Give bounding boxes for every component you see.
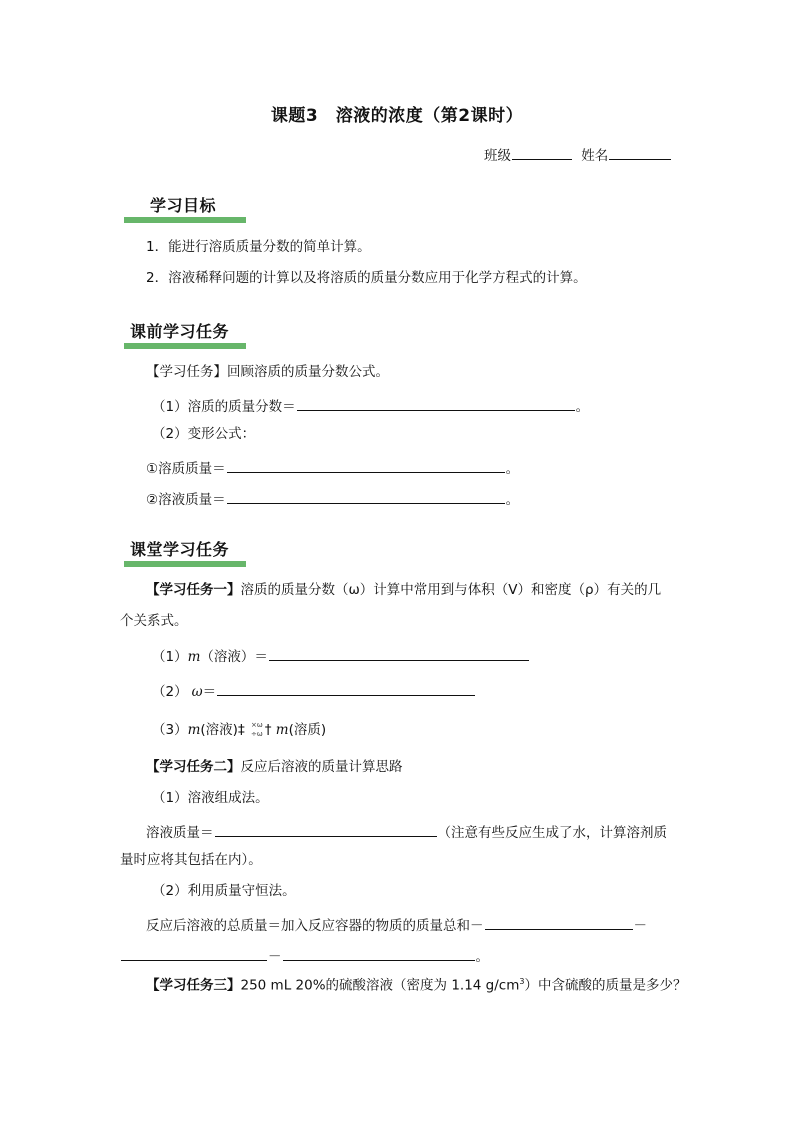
name-field[interactable] bbox=[609, 146, 671, 160]
section-title: 课前学习任务 bbox=[130, 322, 230, 341]
pre-task-q1 bbox=[152, 397, 589, 415]
objective-item: 2．溶液稀释问题的计算以及将溶质的质量分数应用于化学方程式的计算。 bbox=[146, 270, 587, 286]
formula-text: （溶液）＝ bbox=[200, 649, 268, 665]
method2-text: 反应后溶液的总质量＝加入反应容器的物质的质量总和－ bbox=[146, 918, 484, 934]
task1-line1 bbox=[146, 584, 661, 598]
method-2: （2）利用质量守恒法。 bbox=[152, 883, 296, 899]
mass-symbol: m bbox=[187, 649, 201, 665]
section-underline bbox=[124, 217, 246, 223]
pre-task-intro bbox=[146, 366, 389, 380]
q1-label: （1）溶质的质量分数＝ bbox=[152, 399, 296, 415]
equals: ＝ bbox=[202, 684, 217, 700]
method1-label: 溶液质量＝ bbox=[146, 825, 214, 841]
task-tag: 【学习任务三】 bbox=[146, 977, 241, 994]
dagger-symbol: † bbox=[264, 722, 272, 738]
pre-task-q2b bbox=[146, 490, 519, 508]
class-label: 班级 bbox=[484, 148, 511, 164]
q1-answer-field[interactable] bbox=[297, 397, 575, 411]
formula-3 bbox=[152, 722, 326, 738]
mass-symbol: m bbox=[275, 722, 289, 738]
objective-item: 1．能进行溶质质量分数的简单计算。 bbox=[146, 239, 371, 255]
student-info bbox=[484, 146, 672, 164]
formula-text: (溶液)‡ bbox=[200, 722, 245, 738]
name-label: 姓名 bbox=[581, 148, 609, 164]
period: 。 bbox=[505, 492, 520, 508]
method1-note-cont: 量时应将其包括在内）。 bbox=[120, 852, 262, 868]
task-text: 反应后溶液的质量计算思路 bbox=[240, 759, 403, 775]
section-underline bbox=[124, 343, 246, 349]
q2a-answer-field[interactable] bbox=[227, 459, 505, 473]
minus-sign: － bbox=[633, 918, 647, 934]
mass-symbol: m bbox=[187, 722, 201, 738]
method2-formula bbox=[146, 916, 647, 934]
task2-intro bbox=[146, 761, 403, 775]
task-tag: 【学习任务】 bbox=[146, 364, 227, 380]
task-tag: 【学习任务一】 bbox=[146, 582, 241, 598]
class-field[interactable] bbox=[512, 146, 572, 160]
period: 。 bbox=[475, 949, 489, 965]
section-in-class bbox=[124, 537, 246, 567]
superscript: 3 bbox=[519, 977, 525, 986]
page-title: 课题3 溶液的浓度（第2课时） bbox=[270, 106, 524, 126]
section-title: 学习目标 bbox=[150, 196, 217, 215]
formula-2 bbox=[152, 682, 476, 700]
omega-symbol: ω bbox=[191, 684, 203, 700]
conversion-arrows bbox=[251, 722, 263, 738]
method2-field-3[interactable] bbox=[283, 947, 475, 961]
formula-number: （3） bbox=[152, 722, 188, 738]
section-pre-class bbox=[124, 319, 246, 349]
formula-text: (溶质) bbox=[288, 722, 327, 738]
task3-text-b: ）中含硫酸的质量是多少？ bbox=[524, 977, 687, 994]
section-title: 课堂学习任务 bbox=[130, 540, 230, 559]
formula-1 bbox=[152, 647, 530, 665]
pre-task-q2: （2）变形公式： bbox=[152, 426, 256, 442]
method1-formula bbox=[146, 823, 667, 841]
method2-formula-cont bbox=[120, 947, 489, 965]
task-tag: 【学习任务二】 bbox=[146, 759, 241, 775]
section-underline bbox=[124, 561, 246, 567]
method2-field-2[interactable] bbox=[121, 947, 267, 961]
task-text: 溶质的质量分数（ω）计算中常用到与体积（V）和密度（ρ）有关的几 bbox=[240, 582, 662, 598]
divide-omega-label: ÷ω bbox=[251, 730, 263, 738]
task3 bbox=[146, 978, 686, 993]
method2-field-1[interactable] bbox=[485, 916, 633, 930]
task3-text-a: 250 mL 20%的硫酸溶液（密度为 1.14 g/cm bbox=[240, 977, 520, 994]
method-1: （1）溶液组成法。 bbox=[152, 790, 269, 806]
task1-line2: 个关系式。 bbox=[120, 613, 188, 629]
q2b-label: ②溶液质量＝ bbox=[146, 492, 226, 508]
minus-sign: － bbox=[268, 949, 282, 965]
period: 。 bbox=[575, 399, 590, 415]
task-text: 回顾溶质的质量分数公式。 bbox=[227, 364, 389, 380]
multiply-omega-label: ×ω bbox=[251, 721, 263, 729]
q2a-label: ①溶质质量＝ bbox=[146, 461, 226, 477]
formula-number: （1） bbox=[152, 649, 188, 665]
q2b-answer-field[interactable] bbox=[227, 490, 505, 504]
formula1-answer-field[interactable] bbox=[269, 647, 529, 661]
formula-number: （2） bbox=[152, 684, 188, 700]
pre-task-q2a bbox=[146, 459, 519, 477]
method1-note: （注意有些反应生成了水，计算溶剂质 bbox=[437, 825, 667, 841]
method1-answer-field[interactable] bbox=[215, 823, 437, 837]
period: 。 bbox=[505, 461, 520, 477]
formula2-answer-field[interactable] bbox=[217, 682, 475, 696]
section-objectives bbox=[124, 193, 246, 223]
